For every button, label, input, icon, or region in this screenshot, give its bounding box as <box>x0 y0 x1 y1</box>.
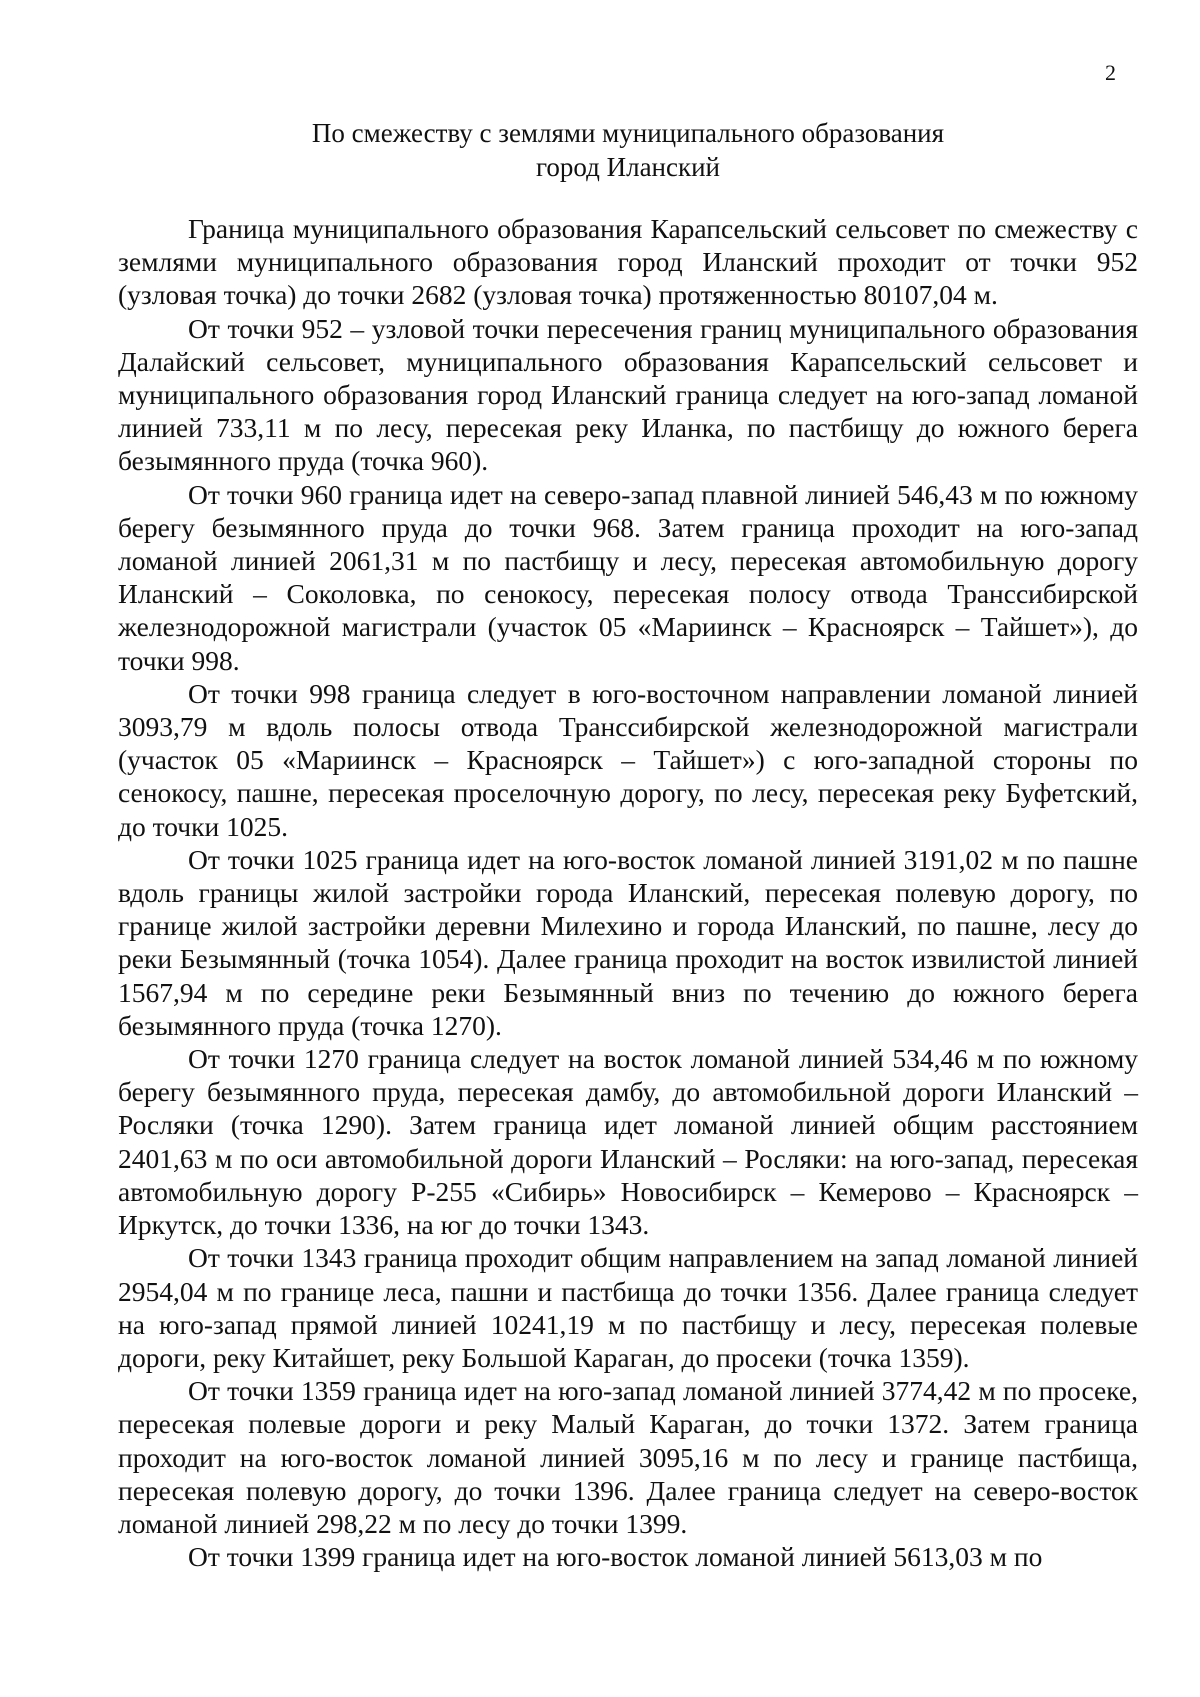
section-heading-line-2: город Иланский <box>535 152 721 182</box>
paragraph-8: От точки 1359 граница идет на юго-запад ломаной линией 3774,42 м по просеке, пересекая полевые дороги и реку Малый Караган, до точки 1372. Затем граница проходит на юго-восток ломаной линией 3095,16 м по лесу и границе пастбища, пересекая полевую дорогу, до точки 1396. Далее граница следует на северо-восток ломаной линией 298,22 м по лесу до точки 1399. <box>118 1375 1138 1539</box>
paragraph-6: От точки 1270 граница следует на восток ломаной линией 534,46 м по южному берегу безымянного пруда, пересекая дамбу, до автомобильной дороги Иланский – Росляки (точка 1290). Затем граница идет ломаной линией общим расстоянием 2401,63 м по оси автомобильной дороги Иланский – Росляки: на юго-запад, пересекая автомобильную дорогу Р-255 «Сибирь» Новосибирск – Кемерово – Красноярск – Иркутск, до точки 1336, на юг до точки 1343. <box>118 1043 1138 1241</box>
paragraph-5: От точки 1025 граница идет на юго-восток ломаной линией 3191,02 м по пашне вдоль границы жилой застройки города Иланский, пересекая полевую дорогу, по границе жилой застройки деревни Милехино и города Иланский, по пашне, лесу до реки Безымянный (точка 1054). Далее граница проходит на восток извилистой линией 1567,94 м по середине реки Безымянный вниз по течению до южного берега безымянного пруда (точка 1270). <box>118 843 1138 1041</box>
paragraph-3: От точки 960 граница идет на северо-запад плавной линией 546,43 м по южному берегу безымянного пруда до точки 968. Затем граница проходит на юго-запад ломаной линией 2061,31 м по пастбищу и лесу, пересекая автомобильную дорогу Иланский – Соколовка, по сенокосу, пересекая полосу отвода Транссибирской железнодорожной магистрали (участок 05 «Мариинск – Красноярск – Тайшет»), до точки 998. <box>118 478 1138 676</box>
paragraph-1: Граница муниципального образования Карапсельский сельсовет по смежеству с землями муниципального образования город Иланский проходит от точки 952 (узловая точка) до точки 2682 (узловая точка) протяженностью 80107,04 м. <box>118 213 1138 311</box>
paragraph-2: От точки 952 – узловой точки пересечения границ муниципального образования Далайский сельсовет, муниципального образования Карапсельский сельсовет и муниципального образования город Иланский граница следует на юго-запад ломаной линией 733,11 м по лесу, пересекая реку Иланка, по пастбищу до южного берега безымянного пруда (точка 960). <box>118 312 1138 477</box>
paragraph-4: От точки 998 граница следует в юго-восточном направлении ломаной линией 3093,79 м вдоль полосы отвода Транссибирской железнодорожной магистрали (участок 05 «Мариинск – Красноярск – Тайшет») с юго-западной стороны по сенокосу, пашне, пересекая проселочную дорогу, по лесу, пересекая реку Буфетский, до точки 1025. <box>118 677 1138 842</box>
paragraph-9: От точки 1399 граница идет на юго-восток ломаной линией 5613,03 м по <box>188 1541 1043 1573</box>
section-heading-line-1: По смежеству с землями муниципального образования <box>311 118 945 148</box>
section-heading <box>118 116 1138 184</box>
document-body <box>118 212 1138 1573</box>
paragraph-7: От точки 1343 граница проходит общим направлением на запад ломаной линией 2954,04 м по границе леса, пашни и пастбища до точки 1356. Далее граница следует на юго-запад прямой линией 10241,19 м по пастбищу и лесу, пересекая полевые дороги, реку Китайшет, реку Большой Караган, до просеки (точка 1359). <box>118 1242 1138 1373</box>
page-number: 2 <box>1105 60 1116 85</box>
